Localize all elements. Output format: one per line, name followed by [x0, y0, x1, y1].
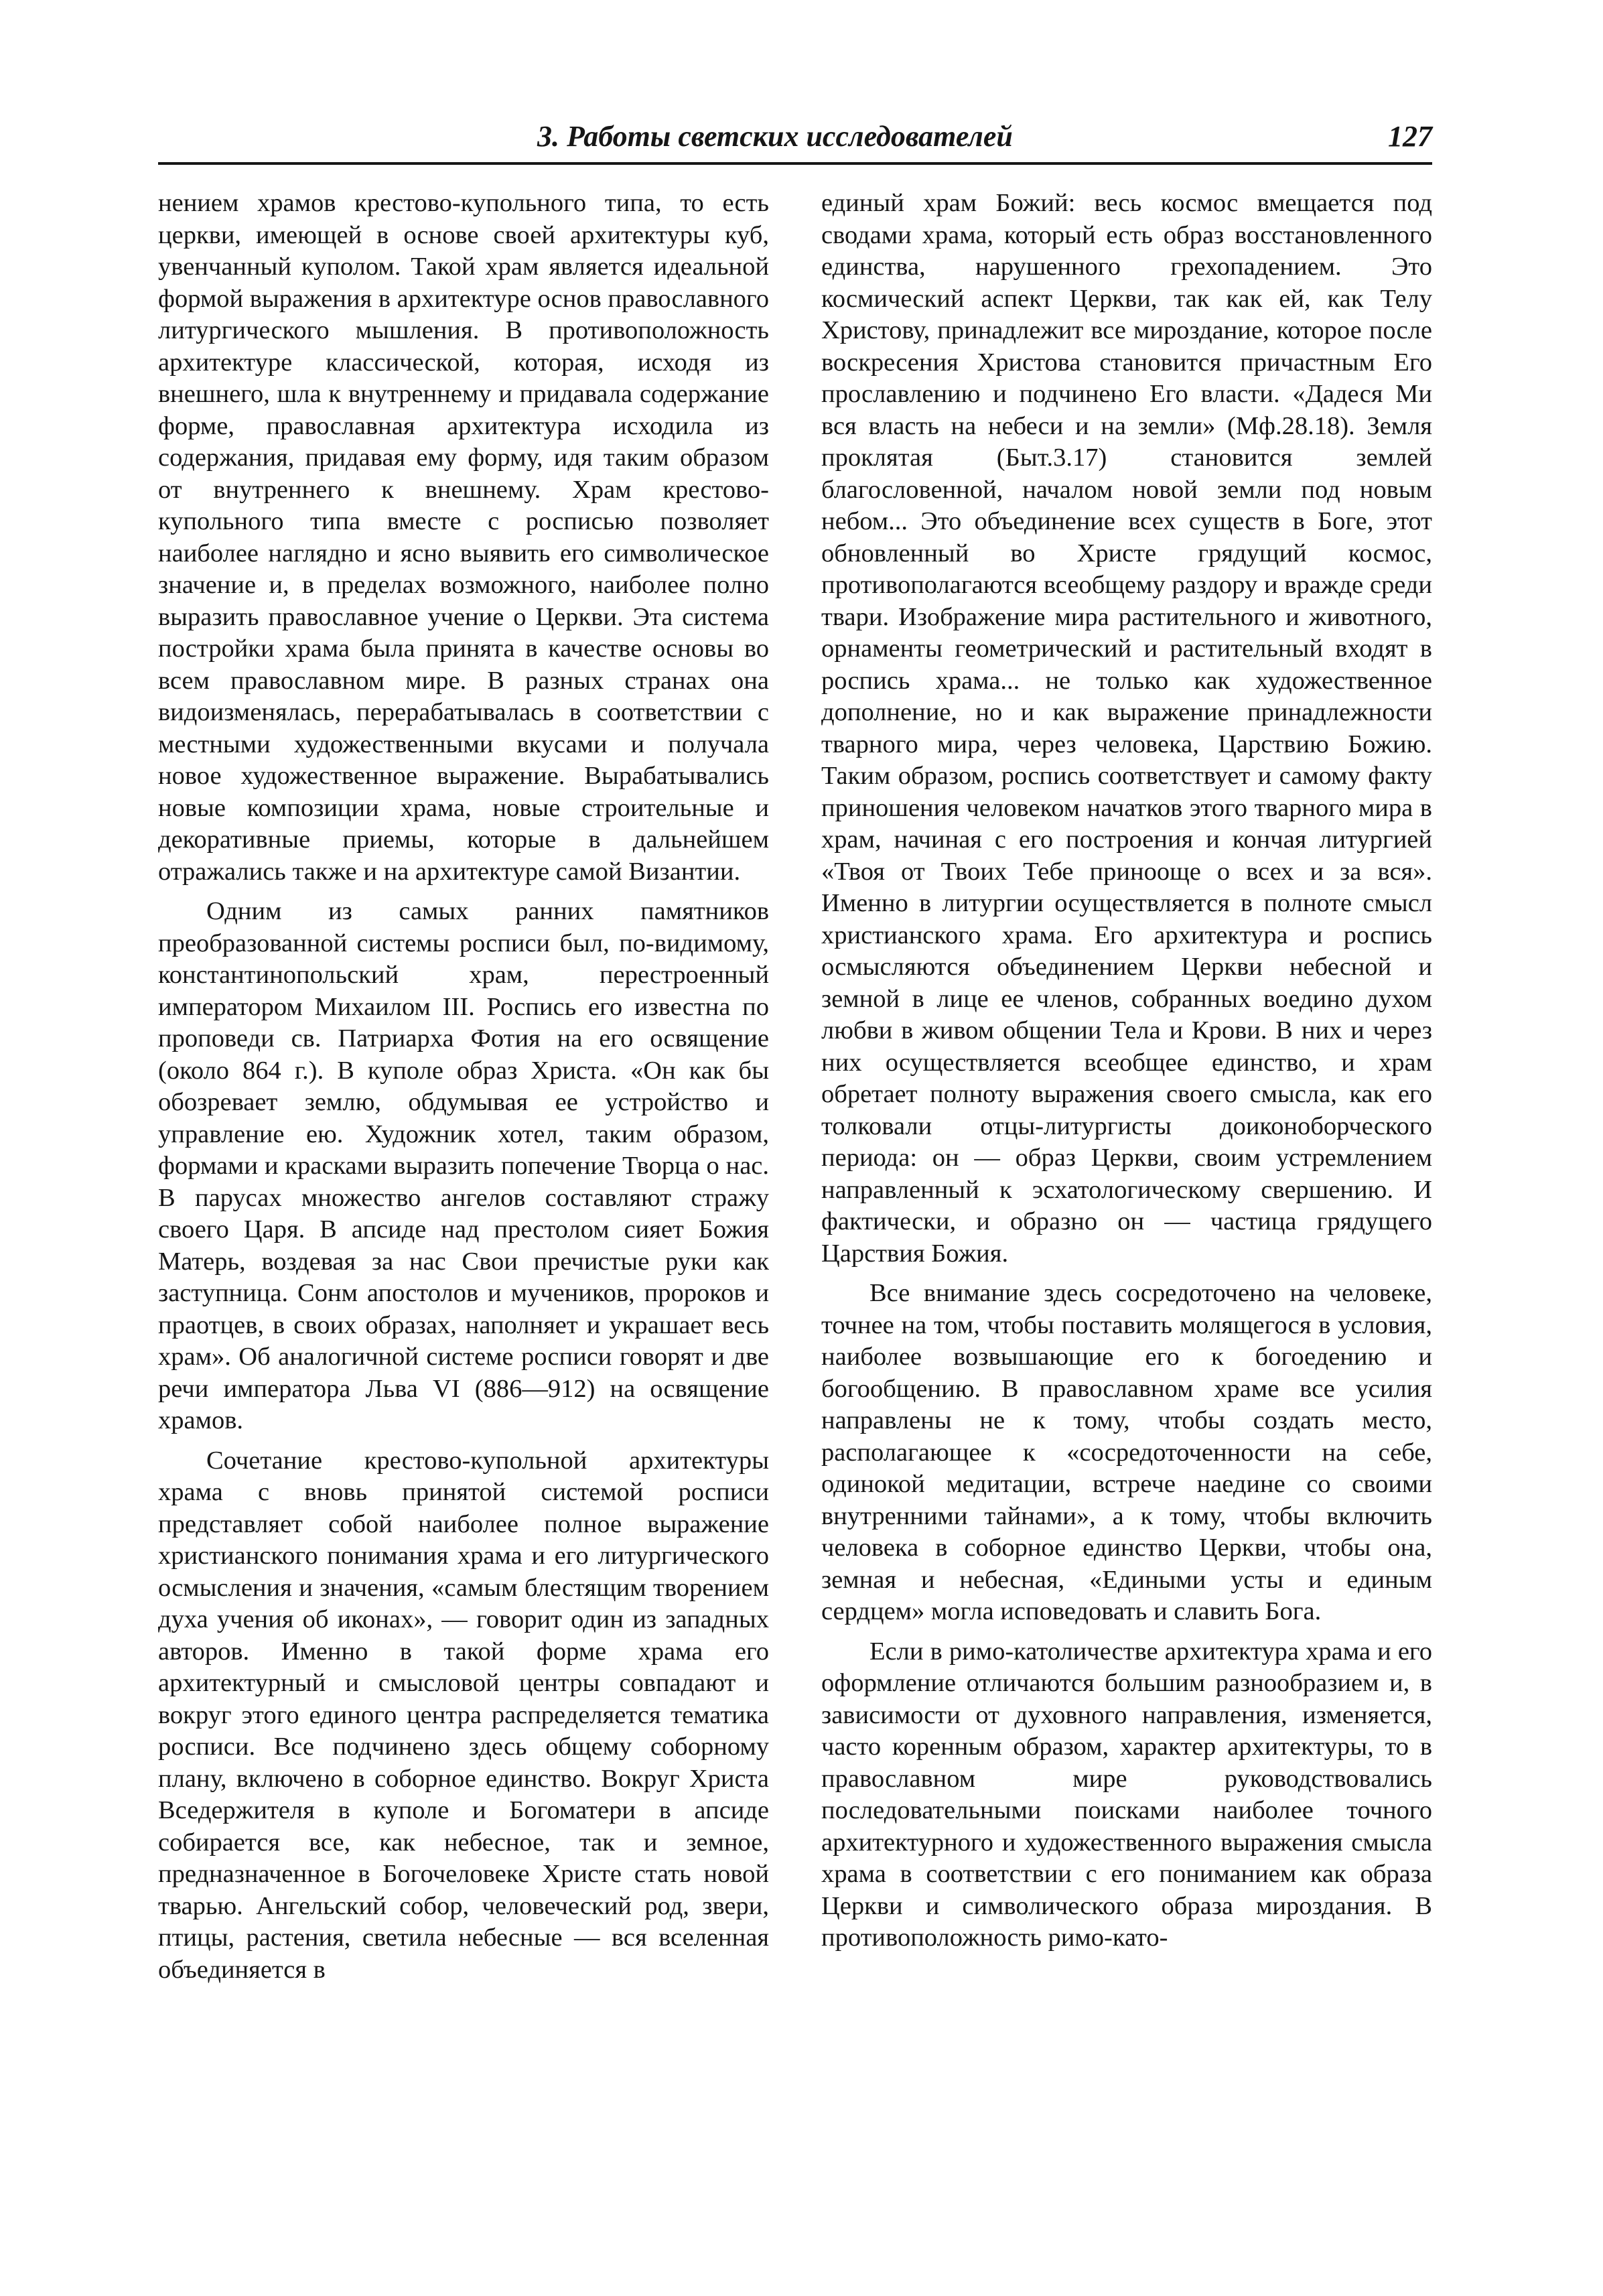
- paragraph: Одним из самых ранних памятников преобразованной системы росписи был, по-видимому, константинопольский храм, перестроенный императором Михаилом III. Роспись его известна по проповеди св. Патриарха Фотия на его освящение (около 864 г.). В куполе образ Христа. «Он как бы обозревает землю, обдумывая ее устройство и управление ею. Художник хотел, таким образом, формами и красками выразить попечение Творца о нас. В парусах множество ангелов составляют стражу своего Царя. В апсиде над престолом сияет Божия Матерь, воздевая за нас Свои пречистые руки как заступница. Сонм апостолов и мучеников, пророков и праотцев, в своих образах, наполняет и украшает весь храм». Об аналогичной системе росписи говорят и две речи императора Льва VI (886—912) на освящение храмов.: [158, 897, 769, 1434]
- paragraph: Все внимание здесь сосредоточено на человеке, точнее на том, чтобы поставить молящегося в условия, наиболее возвышающие его к богоедению и богообщению. В православном храме все усилия направлены не к тому, чтобы создать место, располагающее к «сосредоточенности на себе, одинокой медитации, встрече наедине со своими внутренними тайнами», а к тому, чтобы включить человека в соборное единство Церкви, чтобы она, земная и небесная, «Едиными усты и единым сердцем» могла исповедовать и славить Бога.: [821, 1279, 1432, 1625]
- running-header: [158, 114, 1432, 162]
- right-column: [821, 188, 1432, 1954]
- header-rule: [158, 162, 1432, 165]
- paragraph: нением храмов крестово-купольного типа, то есть церкви, имеющей в основе своей архитектуры куб, увенчанный куполом. Такой храм является идеальной формой выражения в архитектуре основ православного литургического мышления. В противоположность архитектуре классической, которая, исходя из внешнего, шла к внутреннему и придавала содержание форме, православная архитектура исходила из содержания, придавая ему форму, идя таким образом от внутреннего к внешнему. Храм крестово-купольного типа вместе с росписью позволяет наиболее наглядно и ясно выявить его символическое значение и, в пределах возможного, наиболее полно выразить православное учение о Церкви. Эта система постройки храма была принята в качестве основы во всем православном мире. В разных странах она видоизменялась, перерабатывалась в соответствии с местными художественными вкусами и получала новое художественное выражение. Вырабатывались новые композиции храма, новые строительные и декоративные приемы, которые в дальнейшем отражались также и на архитектуре самой Византии.: [158, 189, 769, 886]
- section-title: 3. Работы светских исследователей: [537, 120, 1013, 153]
- paragraph: единый храм Божий: весь космос вмещается под сводами храма, который есть образ восстановленного единства, нарушенного грехопадением. Это космический аспект Церкви, так как ей, как Телу Христову, принадлежит все мироздание, которое после воскресения Христова становится причастным Его прославлению и подчинено Его власти. «Дадеся Ми вся власть на небеси и на земли» (Мф.28.18). Земля проклятая (Быт.3.17) становится землей благословенной, началом новой земли под новым небом... Это объединение всех существ в Боге, этот обновленный во Христе грядущий космос, противополагаются всеобщему раздору и вражде среди твари. Изображение мира растительного и животного, орнаменты геометрический и растительный входят в роспись храма... не только как художественное дополнение, но и как выражение принадлежности тварного мира, через человека, Царствию Божию. Таким образом, роспись соответствует и самому факту приношения человеком начатков этого тварного мира в храм, начиная с его построения и кончая литургией «Твоя от Твоих Тебе принооще о всех и за вся». Именно в литургии осуществляется в полноте смысл христианского храма. Его архитектура и роспись осмысляются объединением Церкви небесной и земной в лице ее членов, собранных воедино духом любви в живом общении Тела и Крови. В них и через них осуществляется всеобщее единство, и храм обретает полноту выражения своего смысла, как его толковали отцы-литургисты доиконоборческого периода: он — образ Церкви, своим устремлением направленный к эсхатологическому свершению. И фактически, и образно он — частица грядущего Царствия Божия.: [821, 189, 1432, 1268]
- paragraph: Сочетание крестово-купольной архитектуры храма с вновь принятой системой росписи представляет собой наиболее полное выражение христианского понимания храма и его литургического осмысления и значения, «самым блестящим творением духа учения об иконах», — говорит один из западных авторов. Именно в такой форме храма его архитектурный и смысловой центры совпадают и вокруг этого единого центра распределяется тематика росписи. Все подчинено здесь общему соборному плану, включено в соборное единство. Вокруг Христа Вседержителя в куполе и Богоматери в апсиде собирается все, как небесное, так и земное, предназначенное в Богочеловеке Христе стать новой тварью. Ангельский собор, человеческий род, звери, птицы, растения, светила небесные — вся вселенная объединяется в: [158, 1446, 769, 1984]
- paragraph: Если в римо-католичестве архитектура храма и его оформление отличаются большим разнообразием и, в зависимости от духовного направления, изменяется, часто коренным образом, характер архитектуры, то в православном мире руководствовались последовательными поисками наиболее точного архитектурного и художественного выражения смысла храма в соответствии с его пониманием как образа Церкви и символического образа мироздания. В противоположность римо-като-: [821, 1637, 1432, 1952]
- left-column: [158, 188, 769, 1986]
- page-number: 127: [1388, 120, 1432, 153]
